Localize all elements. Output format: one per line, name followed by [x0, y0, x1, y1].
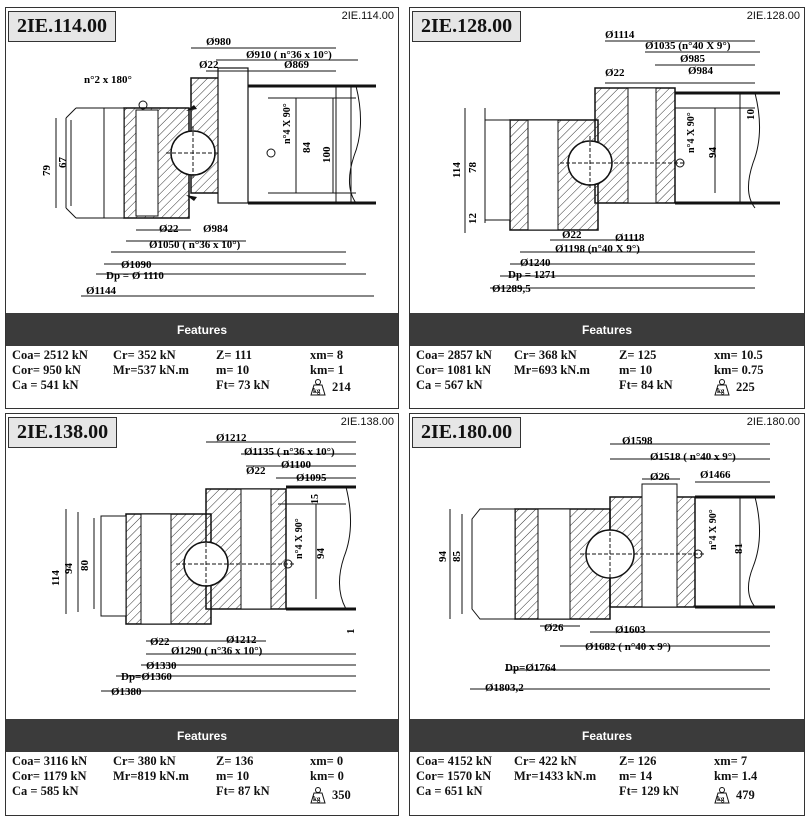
dim-label: Ø984: [688, 65, 714, 77]
spec-z: Z= 126: [619, 754, 657, 768]
specs-table: [414, 754, 800, 814]
dim-label: n°4 X 90°: [282, 103, 293, 144]
spec-xm: xm= 8: [310, 348, 344, 362]
weight: [308, 378, 351, 396]
dim-label: Ø1095: [296, 472, 327, 484]
weight-icon: [712, 786, 732, 804]
spec-m: m= 14: [619, 769, 653, 783]
product-code: 2IE.128.00: [746, 10, 800, 22]
spec-z: Z= 125: [619, 348, 657, 362]
spec-coa: Coa= 2512 kN: [12, 348, 88, 362]
dim-label: Ø1144: [86, 285, 116, 297]
dim-label: Ø1289,5: [492, 283, 531, 295]
dim-label: Ø1603: [615, 624, 646, 636]
weight-icon: [308, 786, 328, 804]
dim-label: Ø1330: [146, 660, 177, 672]
dim-label: 78: [467, 162, 479, 173]
spec-km: km= 1.4: [714, 769, 758, 783]
spec-km: km= 0: [310, 769, 344, 783]
dim-label: Dp=Ø1360: [121, 671, 172, 683]
dim-label: n°4 X 90°: [708, 509, 719, 550]
dim-label: 100: [321, 146, 333, 163]
technical-drawing: [410, 8, 804, 312]
spec-coa: Coa= 2857 kN: [416, 348, 492, 362]
dim-label: 94: [707, 147, 719, 158]
spec-km: km= 1: [310, 363, 344, 377]
spec-mr: Mr=693 kN.m: [514, 363, 590, 377]
spec-xm: xm= 7: [714, 754, 748, 768]
dim-label: Ø26: [650, 471, 670, 483]
weight-value: 350: [332, 787, 351, 802]
spec-ft: Ft= 84 kN: [619, 378, 673, 392]
dim-label: Ø1240: [520, 257, 551, 269]
dim-label: Ø1035 (n°40 X 9°): [645, 40, 731, 52]
dim-label: 85: [451, 551, 463, 562]
spec-m: m= 10: [216, 769, 250, 783]
spec-mr: Mr=819 kN.m: [113, 769, 189, 783]
dim-label: Dp=Ø1764: [505, 662, 556, 674]
dim-label: Ø1466: [700, 469, 731, 481]
product-code: 2IE.138.00: [340, 416, 394, 428]
dim-label: 114: [50, 570, 62, 586]
weight-value: 225: [736, 379, 755, 394]
spec-ca: Ca = 651 kN: [416, 784, 483, 798]
dim-label: Dp = Ø 1110: [106, 270, 164, 282]
product-title: 2IE.114.00: [8, 11, 116, 42]
spec-mr: Mr=1433 kN.m: [514, 769, 597, 783]
technical-drawing: [6, 8, 398, 312]
dim-label: 67: [57, 157, 69, 168]
dim-label: Ø22: [246, 465, 266, 477]
weight: [712, 378, 755, 396]
spec-m: m= 10: [619, 363, 653, 377]
spec-coa: Coa= 3116 kN: [12, 754, 88, 768]
svg-text:kg: kg: [313, 795, 321, 803]
spec-m: m= 10: [216, 363, 250, 377]
features-bar: Features: [410, 719, 804, 752]
dim-label: 10: [745, 109, 757, 120]
product-card-2ie-114: [5, 7, 399, 409]
dim-label: Ø1598: [622, 435, 653, 447]
dim-label: Ø1050 ( n°36 x 10°): [149, 239, 241, 251]
specs-table: [10, 348, 394, 408]
dim-label: 94: [437, 551, 449, 562]
features-bar: Features: [6, 313, 398, 346]
weight-value: 479: [736, 787, 755, 802]
dim-label: Ø1803,2: [485, 682, 524, 694]
dim-label: Ø22: [605, 67, 625, 79]
spec-cr: Cr= 352 kN: [113, 348, 176, 362]
spec-coa: Coa= 4152 kN: [416, 754, 492, 768]
spec-cr: Cr= 380 kN: [113, 754, 176, 768]
dim-label: Ø1114: [605, 29, 635, 41]
dim-label: Ø985: [680, 53, 706, 65]
weight: [712, 786, 755, 804]
spec-cor: Cor= 1179 kN: [12, 769, 87, 783]
weight: [308, 786, 351, 804]
dim-label: n°4 X 90°: [294, 518, 305, 559]
svg-text:kg: kg: [717, 795, 725, 803]
dim-label: Ø869: [284, 59, 310, 71]
svg-text:kg: kg: [313, 387, 321, 395]
weight-value: 214: [332, 379, 351, 394]
product-card-2ie-180: [409, 413, 805, 816]
spec-ft: Ft= 73 kN: [216, 378, 270, 392]
spec-ca: Ca = 541 kN: [12, 378, 79, 392]
specs-table: [10, 754, 394, 814]
technical-drawing: [6, 414, 398, 718]
spec-cr: Cr= 422 kN: [514, 754, 577, 768]
dim-label: 79: [41, 165, 53, 176]
dim-label: Ø1212: [216, 432, 247, 444]
product-card-2ie-128: [409, 7, 805, 409]
technical-drawing: [410, 414, 804, 718]
dim-label: Ø1100: [281, 459, 311, 471]
spec-ca: Ca = 567 kN: [416, 378, 483, 392]
dim-label: Ø26: [544, 622, 564, 634]
dim-label: Ø1518 ( n°40 x 9°): [650, 451, 736, 463]
spec-cor: Cor= 1081 kN: [416, 363, 492, 377]
spec-z: Z= 136: [216, 754, 254, 768]
product-card-2ie-138: [5, 413, 399, 816]
spec-ca: Ca = 585 kN: [12, 784, 79, 798]
dim-label: n°4 X 90°: [686, 112, 697, 153]
spec-xm: xm= 10.5: [714, 348, 763, 362]
dim-label: 1: [345, 628, 357, 634]
dim-label: 94: [63, 563, 75, 574]
spec-z: Z= 111: [216, 348, 252, 362]
weight-icon: [712, 378, 732, 396]
dim-label: Ø984: [203, 223, 229, 235]
product-code: 2IE.180.00: [746, 416, 800, 428]
dim-label: Ø1682 ( n°40 x 9°): [585, 641, 671, 653]
dim-label: 81: [733, 543, 745, 554]
dim-label: 114: [451, 162, 463, 178]
dim-label: 12: [467, 213, 479, 224]
dim-label: Ø1212: [226, 634, 257, 646]
dim-label: Ø910 ( n°36 x 10°): [246, 49, 332, 61]
spec-cr: Cr= 368 kN: [514, 348, 577, 362]
weight-icon: [308, 378, 328, 396]
dim-label: 15: [310, 494, 321, 504]
dim-label: Ø22: [562, 229, 582, 241]
dim-label: Ø1090: [121, 259, 152, 271]
dim-label: Ø22: [150, 636, 170, 648]
dim-label: Ø1380: [111, 686, 142, 698]
dim-label: n°2 x 180°: [84, 74, 132, 86]
dim-label: Ø1135 ( n°36 x 10°): [244, 446, 335, 458]
dim-label: Ø1118: [615, 232, 645, 244]
dim-label: Ø22: [199, 59, 219, 71]
dim-label: Dp = 1271: [508, 269, 556, 281]
dim-label: Ø1198 (n°40 X 9°): [555, 243, 640, 255]
dim-label: 94: [315, 548, 327, 559]
dim-label: Ø22: [159, 223, 179, 235]
dim-label: Ø1290 ( n°36 x 10°): [171, 645, 263, 657]
product-title: 2IE.138.00: [8, 417, 117, 448]
spec-xm: xm= 0: [310, 754, 344, 768]
svg-text:kg: kg: [717, 387, 725, 395]
spec-km: km= 0.75: [714, 363, 764, 377]
product-code: 2IE.114.00: [341, 10, 394, 22]
dim-label: Ø980: [206, 36, 232, 48]
product-title: 2IE.128.00: [412, 11, 521, 42]
spec-ft: Ft= 129 kN: [619, 784, 679, 798]
spec-cor: Cor= 950 kN: [12, 363, 81, 377]
specs-table: [414, 348, 800, 408]
features-bar: Features: [410, 313, 804, 346]
spec-ft: Ft= 87 kN: [216, 784, 270, 798]
spec-cor: Cor= 1570 kN: [416, 769, 492, 783]
dim-label: 84: [301, 142, 313, 153]
spec-mr: Mr=537 kN.m: [113, 363, 189, 377]
dim-label: 80: [79, 560, 91, 571]
product-title: 2IE.180.00: [412, 417, 521, 448]
features-bar: Features: [6, 719, 398, 752]
